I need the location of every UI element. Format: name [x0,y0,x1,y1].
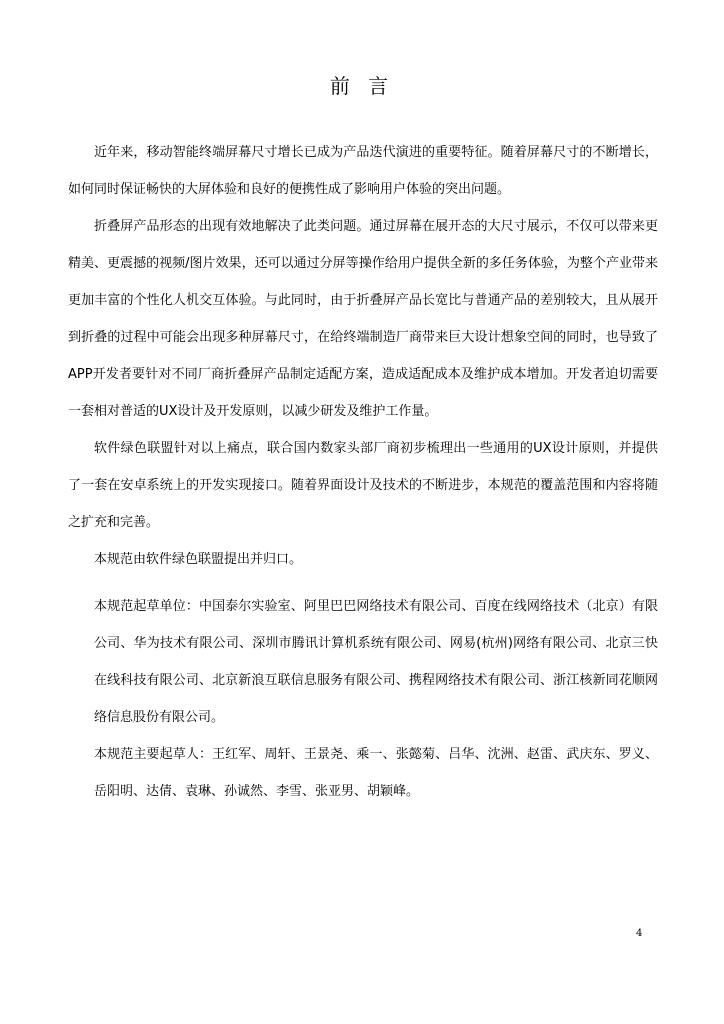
paragraph-alliance: 软件绿色联盟针对以上痛点，联合国内数家头部厂商初步梳理出一些通用的UX设计原则，并提供了一套在安卓系统上的开发实现接口。随着界面设计及技术的不断进步，本规范的覆盖范围和内容将随之扩充和完善。 [68,441,658,530]
paragraph-drafters: 本规范主要起草人：王红军、周轩、王景尧、乘一、张懿菊、吕华、沈洲、赵雷、武庆东、罗义、岳阳明、达倩、袁琳、孙诚然、李雪、张亚男、胡颖峰。 [94,747,658,799]
paragraph-intro: 近年来，移动智能终端屏幕尺寸增长已成为产品迭代演进的重要特征。随着屏幕尺寸的不断增长，如何同时保证畅快的大屏体验和良好的便携性成了影响用户体验的突出问题。 [68,145,658,197]
page-number: 4 [636,928,643,939]
paragraph-foldable: 折叠屏产品形态的出现有效地解决了此类问题。通过屏幕在展开态的大尺寸展示，不仅可以带来更精美、更震撼的视频/图片效果，还可以通过分屏等操作给用户提供全新的多任务体验，为整个产业带来更加丰富的个性化人机交互体验。与此同时，由于折叠屏产品长宽比与普通产品的差别较大，且从展开到折叠的过程中可能会出现多种屏幕尺寸，在给终端制造厂商带来巨大设计想象空间的同时，也导致了APP开发者要针对不同厂商折叠屏产品制定适配方案，造成适配成本及维护成本增加。开发者迫切需要一套相对普适的UX设计及开发原则，以减少研发及维护工作量。 [68,219,658,419]
paragraph-proposer: 本规范由软件绿色联盟提出并归口。 [94,552,303,567]
paragraph-drafting-units: 本规范起草单位：中国泰尔实验室、阿里巴巴网络技术有限公司、百度在线网络技术（北京）有限公司、华为技术有限公司、深圳市腾讯计算机系统有限公司、网易(杭州)网络有限公司、北京三快在线科技有限公司、北京新浪互联信息服务有限公司、携程网络技术有限公司、浙江核新同花顺网络信息股份有限公司。 [94,599,658,725]
body-section-2 [68,588,658,810]
page-title: 前 言 [329,74,395,98]
body-section-1 [68,134,658,578]
